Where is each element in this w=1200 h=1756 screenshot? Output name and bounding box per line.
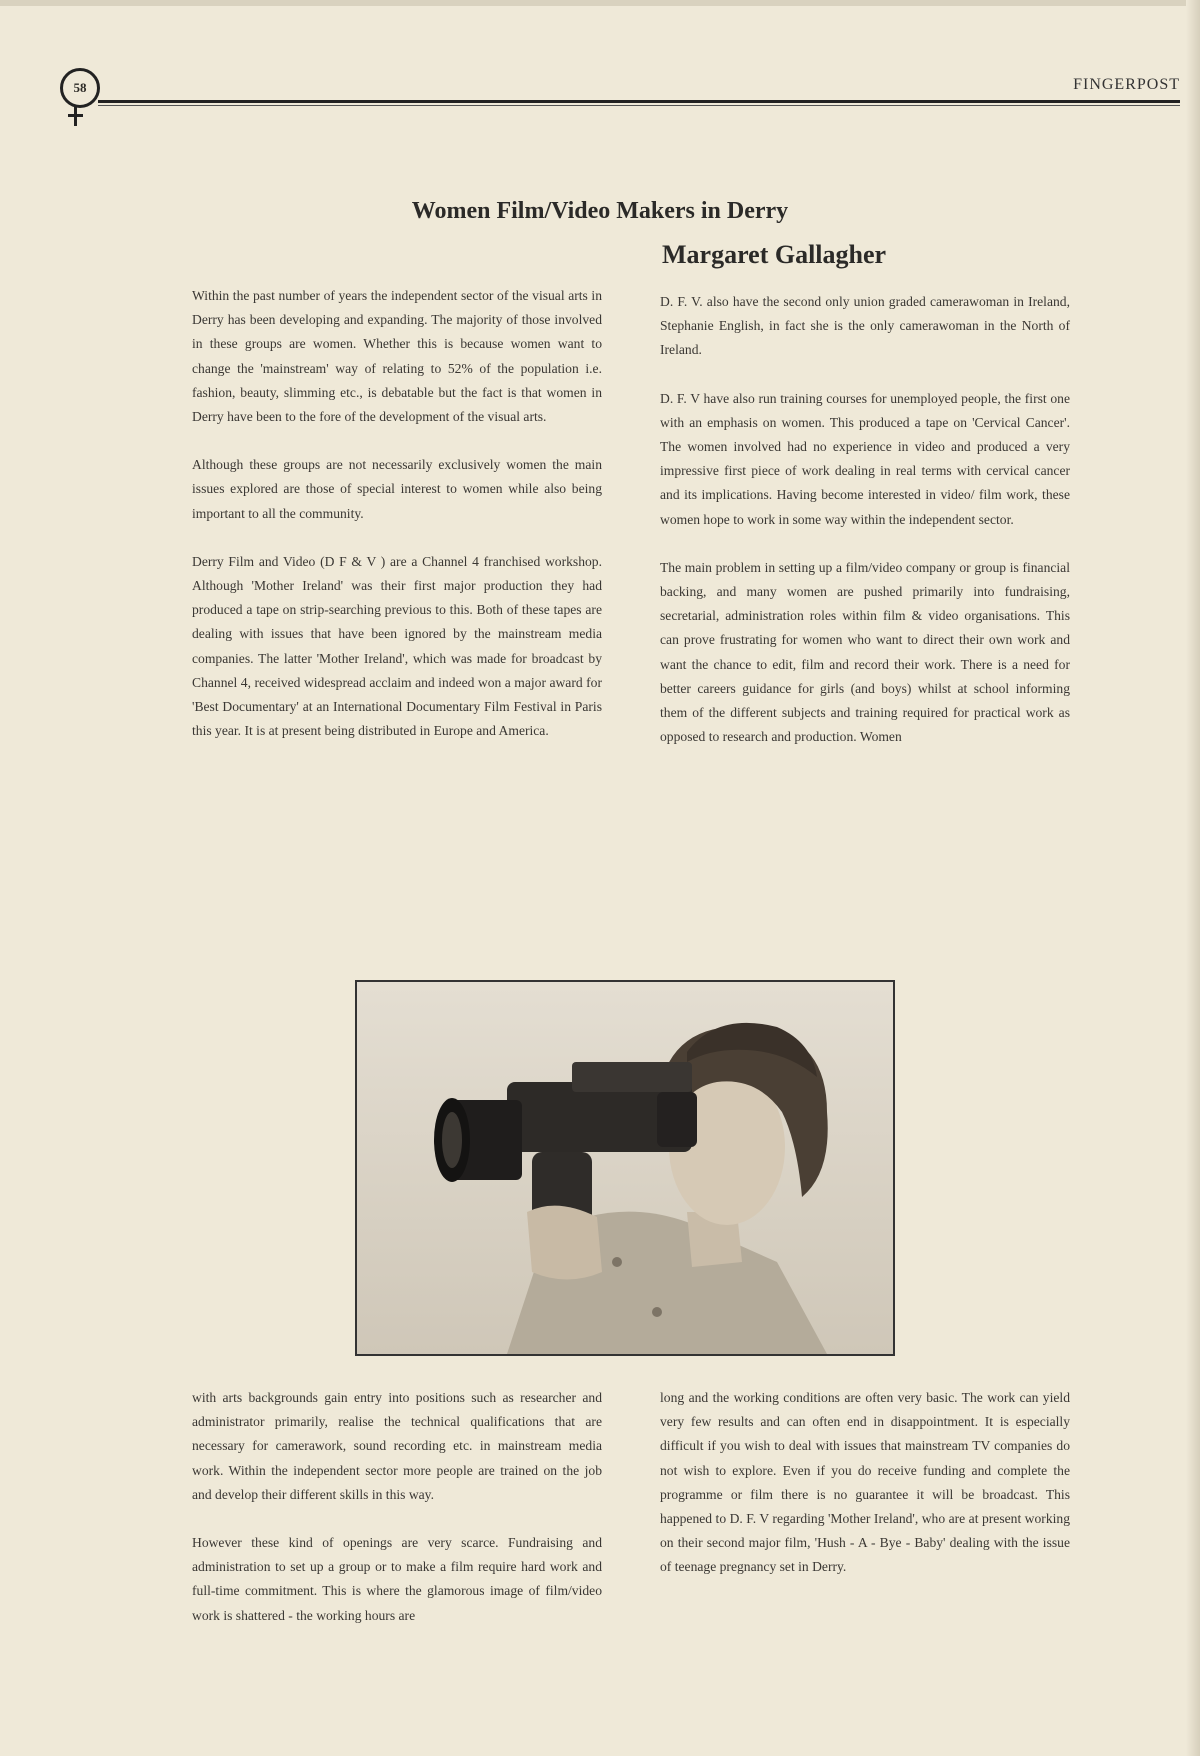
column-2 <box>660 290 1070 773</box>
header-rule <box>98 100 1180 103</box>
page-number: 58 <box>60 68 100 108</box>
journal-name: FINGERPOST <box>1073 76 1180 93</box>
article-title: Women Film/Video Makers in Derry <box>411 198 789 224</box>
paragraph: Although these groups are not necessarily exclusively women the main issues explored are those of special interest to women while also being important to all the community. <box>192 457 602 521</box>
paragraph: Derry Film and Video (D F & V ) are a Channel 4 franchised workshop. Although 'Mother Ireland' was their first major production they had produced a tape on strip-searching previous to this. Both of these tapes are dealing with issues that have been ignored by the mainstream media companies. The latter 'Mother Ireland', which was made for broadcast by Channel 4, received widespread acclaim and indeed won a major award for 'Best Documentary' at an International Documentary Film Festival in Paris this year. It is at present being distributed in Europe and America. <box>192 553 602 739</box>
page-number-badge <box>60 68 100 128</box>
camerawoman-photo <box>355 980 895 1356</box>
article-author: Margaret Gallagher <box>662 240 887 269</box>
paragraph: long and the working conditions are often very basic. The work can yield very few results and can often end in disappointment. It is especially difficult if you wish to deal with issues that mainstream TV companies do not wish to explore. Even if you do receive funding and complete the programme or film there is no guarantee it will be broadcast. This happened to D. F. V regarding 'Mother Ireland', who are at present working on their second major film, 'Hush - A - Bye - Baby' dealing with the issue of teenage pregnancy set in Derry. <box>660 1390 1070 1575</box>
venus-symbol-bar <box>68 114 83 117</box>
paragraph: with arts backgrounds gain entry into positions such as researcher and administrator primarily, realise the technical qualifications that are necessary for camerawork, sound recording etc. in mainstream media work. Within the independent sector more people are trained on the job and develop their different skills in this way. <box>192 1390 602 1502</box>
paragraph: Within the past number of years the independent sector of the visual arts in Derry has been developing and expanding. The majority of those involved in these groups are women. Whether this is because women want to change the 'mainstream' way of relating to 52% of the population i.e. fashion, beauty, slimming etc., is debatable but the fact is that women in Derry have been to the fore of the development of the visual arts. <box>192 288 602 425</box>
paragraph: D. F. V. also have the second only union graded camerawoman in Ireland, Stephanie English, in fact she is the only camerawoman in the North of Ireland. <box>660 294 1070 358</box>
paragraph: However these kind of openings are very scarce. Fundraising and administration to set up a group or to make a film require hard work and full-time commitment. This is where the glamorous image of film/video work is shattered - the working hours are <box>192 1535 602 1623</box>
column-3 <box>192 1386 602 1652</box>
column-4 <box>660 1386 1070 1604</box>
header-rule-thin <box>98 105 1180 106</box>
paragraph: The main problem in setting up a film/video company or group is financial backing, and many women are pushed primarily into fundraising, secretarial, administration roles within film & video organisations. This can prove frustrating for women who want to direct their own work and want the chance to edit, film and record their work. There is a need for better careers guidance for girls (and boys) whilst at school informing them of the different subjects and training required for practical work as opposed to research and production. Women <box>660 559 1070 745</box>
camerawoman-photo-illustration <box>357 982 893 1354</box>
page-top-edge <box>0 0 1200 6</box>
page-binding-shadow <box>1186 0 1200 1756</box>
column-1 <box>192 284 602 767</box>
paragraph: D. F. V have also run training courses for unemployed people, the first one with an emphasis on women. This produced a tape on 'Cervical Cancer'. The women involved had no experience in video and produced a very impressive first piece of work dealing in real terms with cervical cancer and its implications. Having become interested in video/ film work, these women hope to work in some way within the independent sector. <box>660 390 1070 527</box>
